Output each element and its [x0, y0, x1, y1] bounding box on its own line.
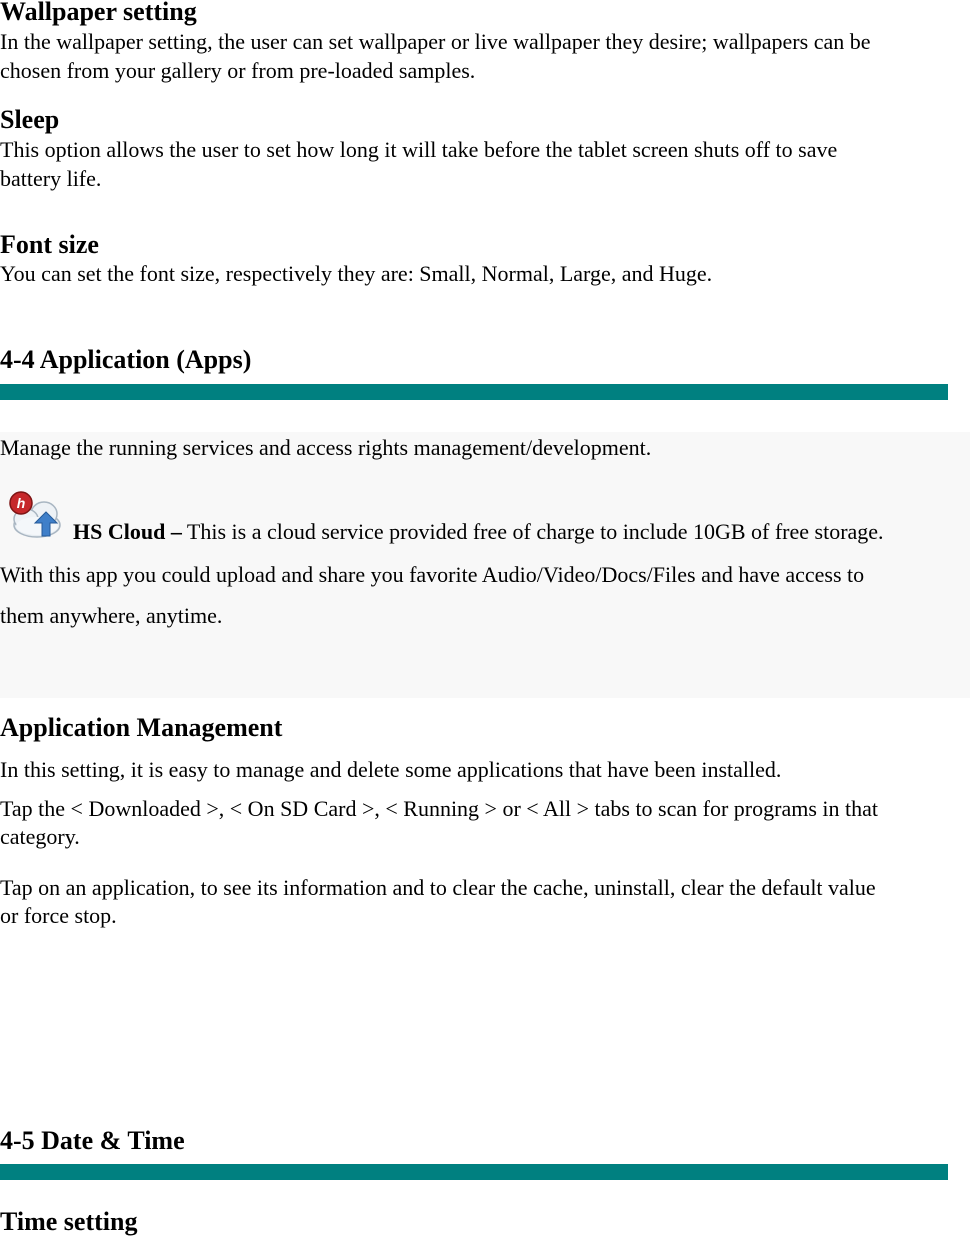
wallpaper-text-line1: In the wallpaper setting, the user can set wallpaper or live wallpaper they desire; wallpapers can be: [0, 29, 871, 54]
font-size-text: You can set the font size, respectively they are: Small, Normal, Large, and Huge.: [0, 261, 713, 286]
app-management-p1: In this setting, it is easy to manage and delete some applications that have been installed.: [0, 757, 782, 782]
font-size-heading: Font size: [0, 230, 99, 259]
section-divider: [0, 1164, 948, 1180]
hs-cloud-line1: [73, 517, 884, 546]
wallpaper-heading: Wallpaper setting: [0, 0, 197, 26]
apps-intro: Manage the running services and access rights management/development.: [0, 435, 652, 460]
hs-cloud-line3: them anywhere, anytime.: [0, 603, 223, 628]
wallpaper-text-line2: chosen from your gallery or from pre-loaded samples.: [0, 58, 476, 83]
sleep-heading: Sleep: [0, 105, 60, 134]
section-datetime-title: 4-5 Date & Time: [0, 1126, 185, 1155]
hs-cloud-description: This is a cloud service provided free of charge to include 10GB of free storage.: [181, 519, 884, 544]
time-setting-heading: Time setting: [0, 1207, 138, 1236]
app-management-heading: Application Management: [0, 713, 283, 742]
sleep-text-line2: battery life.: [0, 166, 102, 191]
section-apps-title: 4-4 Application (Apps): [0, 345, 252, 374]
app-management-p2-line2: category.: [0, 824, 80, 849]
hs-cloud-label: HS Cloud –: [73, 519, 182, 544]
hs-cloud-line2: With this app you could upload and share you favorite Audio/Video/Docs/Files and have access to: [0, 562, 865, 587]
app-management-p2-line1: Tap the < Downloaded >, < On SD Card >, < Running > or < All > tabs to scan for programs in that: [0, 796, 878, 821]
hs-cloud-icon: [6, 490, 62, 540]
sleep-text-line1: This option allows the user to set how long it will take before the tablet screen shuts off to save: [0, 137, 838, 162]
app-management-p3-line2: or force stop.: [0, 903, 117, 928]
svg-text:h: h: [16, 495, 26, 511]
section-divider: [0, 384, 948, 400]
app-management-p3-line1: Tap on an application, to see its information and to clear the cache, uninstall, clear the default value: [0, 875, 876, 900]
